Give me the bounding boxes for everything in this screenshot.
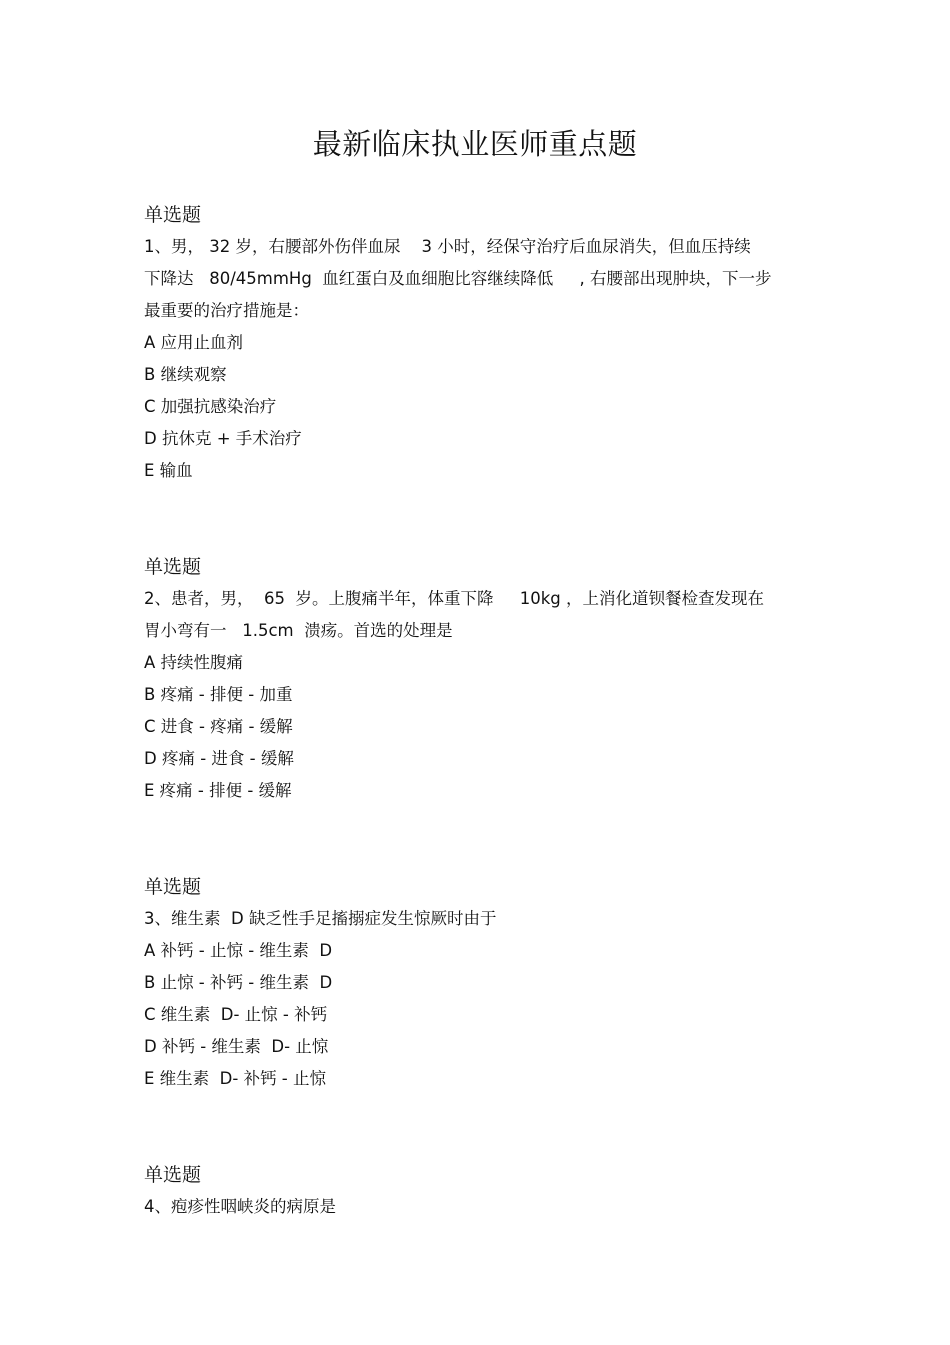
question-type-label: 单选题 bbox=[144, 876, 202, 898]
option-e: E 疼痛 - 排便 - 缓解 bbox=[144, 781, 292, 800]
option-c: C 加强抗感染治疗 bbox=[144, 397, 277, 416]
option-c: C 进食 - 疼痛 - 缓解 bbox=[144, 717, 293, 736]
question-stem-line: 2、患者，男， 65 岁。上腹痛半年，体重下降 10kg ，上消化道钡餐检查发现在 bbox=[144, 589, 764, 608]
question-stem-line: 4、疱疹性咽峡炎的病原是 bbox=[144, 1197, 336, 1216]
question-stem-line: 3、维生素 D 缺乏性手足搐搦症发生惊厥时由于 bbox=[144, 909, 497, 928]
question-3 bbox=[144, 871, 804, 1095]
question-type-label: 单选题 bbox=[144, 556, 202, 578]
question-type-label: 单选题 bbox=[144, 1164, 202, 1186]
document-title: 最新临床执业医师重点题 bbox=[312, 127, 638, 161]
option-a: A 应用止血剂 bbox=[144, 333, 244, 352]
question-stem-line: 胃小弯有一 1.5cm 溃疡。首选的处理是 bbox=[144, 621, 453, 640]
question-stem-line: 最重要的治疗措施是： bbox=[144, 301, 309, 320]
option-b: B 疼痛 - 排便 - 加重 bbox=[144, 685, 293, 704]
question-2 bbox=[144, 551, 804, 807]
question-4 bbox=[144, 1159, 804, 1223]
option-c: C 维生素 D- 止惊 - 补钙 bbox=[144, 1005, 328, 1024]
option-b: B 止惊 - 补钙 - 维生素 D bbox=[144, 973, 333, 992]
option-b: B 继续观察 bbox=[144, 365, 227, 384]
question-1 bbox=[144, 199, 804, 487]
question-type-label: 单选题 bbox=[144, 204, 202, 226]
option-e: E 输血 bbox=[144, 461, 193, 480]
question-stem-line: 1、男， 32 岁，右腰部外伤伴血尿 3 小时，经保守治疗后血尿消失，但血压持续 bbox=[144, 237, 751, 256]
option-d: D 疼痛 - 进食 - 缓解 bbox=[144, 749, 294, 768]
option-a: A 持续性腹痛 bbox=[144, 653, 244, 672]
option-a: A 补钙 - 止惊 - 维生素 D bbox=[144, 941, 333, 960]
option-d: D 补钙 - 维生素 D- 止惊 bbox=[144, 1037, 329, 1056]
question-stem-line: 下降达 80/45mmHg 血红蛋白及血细胞比容继续降低 , 右腰部出现肿块，下一步 bbox=[144, 269, 772, 288]
option-e: E 维生素 D- 补钙 - 止惊 bbox=[144, 1069, 327, 1088]
option-d: D 抗休克 + 手术治疗 bbox=[144, 429, 302, 448]
